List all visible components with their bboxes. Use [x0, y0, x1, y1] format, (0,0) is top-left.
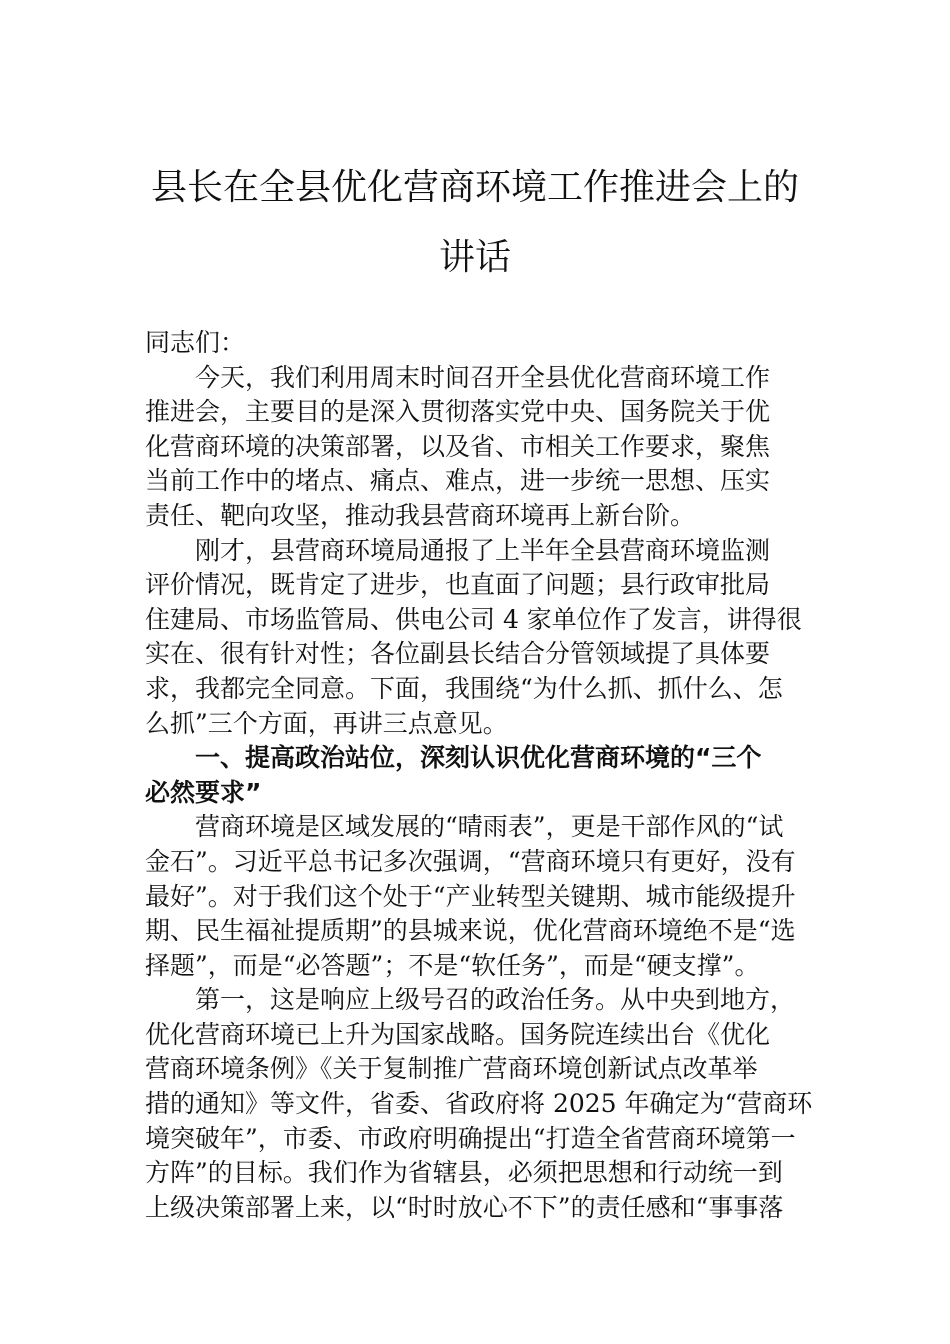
text-line: 求，我都完全同意。下面，我围绕“为什么抓、抓什么、怎: [145, 673, 783, 703]
text-line: 期、民生福祉提质期”的县城来说，优化营商环境绝不是“选: [145, 916, 796, 946]
text-line: 住建局、市场监管局、供电公司 4 家单位作了发言，讲得很: [145, 604, 802, 634]
text-line: 营商环境是区域发展的“晴雨表”，更是干部作风的“试: [145, 812, 784, 842]
text-line: 今天，我们利用周末时间召开全县优化营商环境工作: [145, 362, 771, 392]
document-title-line-2: 讲话: [438, 237, 511, 278]
text-line: 刚才，县营商环境局通报了上半年全县营商环境监测: [145, 535, 771, 565]
text-line: 当前工作中的堵点、痛点、难点，进一步统一思想、压实: [145, 466, 771, 496]
text-line: 优化营商环境已上升为国家战略。国务院连续出台《优化: [145, 1019, 771, 1049]
text-line: 措的通知》等文件，省委、省政府将 2025 年确定为“营商环: [145, 1089, 813, 1119]
text-line: 境突破年”，市委、市政府明确提出“打造全省营商环境第一: [145, 1123, 796, 1153]
text-line: 推进会，主要目的是深入贯彻落实党中央、国务院关于优: [145, 397, 771, 427]
document-body: [145, 326, 845, 1225]
text-line: 择题”，而是“必答题”；不是“软任务”，而是“硬支撑”。: [145, 950, 760, 980]
text-line: 评价情况，既肯定了进步，也直面了问题；县行政审批局: [145, 570, 771, 600]
text-line: 第一，这是响应上级号召的政治任务。从中央到地方，: [145, 985, 796, 1015]
text-line: 么抓”三个方面，再讲三点意见。: [145, 708, 508, 738]
salutation: 同志们：: [145, 328, 246, 357]
text-line: 方阵”的目标。我们作为省辖县，必须把思想和行动统一到: [145, 1158, 783, 1188]
text-line: 化营商环境的决策部署，以及省、市相关工作要求，聚焦: [145, 431, 771, 461]
text-line: 实在、很有针对性；各位副县长结合分管领域提了具体要: [145, 639, 771, 669]
document-title-line-1: 县长在全县优化营商环境工作推进会上的: [150, 167, 799, 208]
section-heading-line: 一、提高政治站位，深刻认识优化营商环境的“三个: [145, 743, 762, 773]
text-line: 金石”。习近平总书记多次强调，“营商环境只有更好，没有: [145, 846, 796, 876]
section-heading-line: 必然要求”: [145, 777, 262, 807]
text-line: 最好”。对于我们这个处于“产业转型关键期、城市能级提升: [145, 881, 796, 911]
text-line: 营商环境条例》《关于复制推广营商环境创新试点改革举: [145, 1054, 758, 1084]
text-line: 上级决策部署上来，以“时时放心不下”的责任感和“事事落: [145, 1192, 784, 1222]
text-line: 责任、靶向攻坚，推动我县营商环境再上新台阶。: [145, 500, 696, 530]
